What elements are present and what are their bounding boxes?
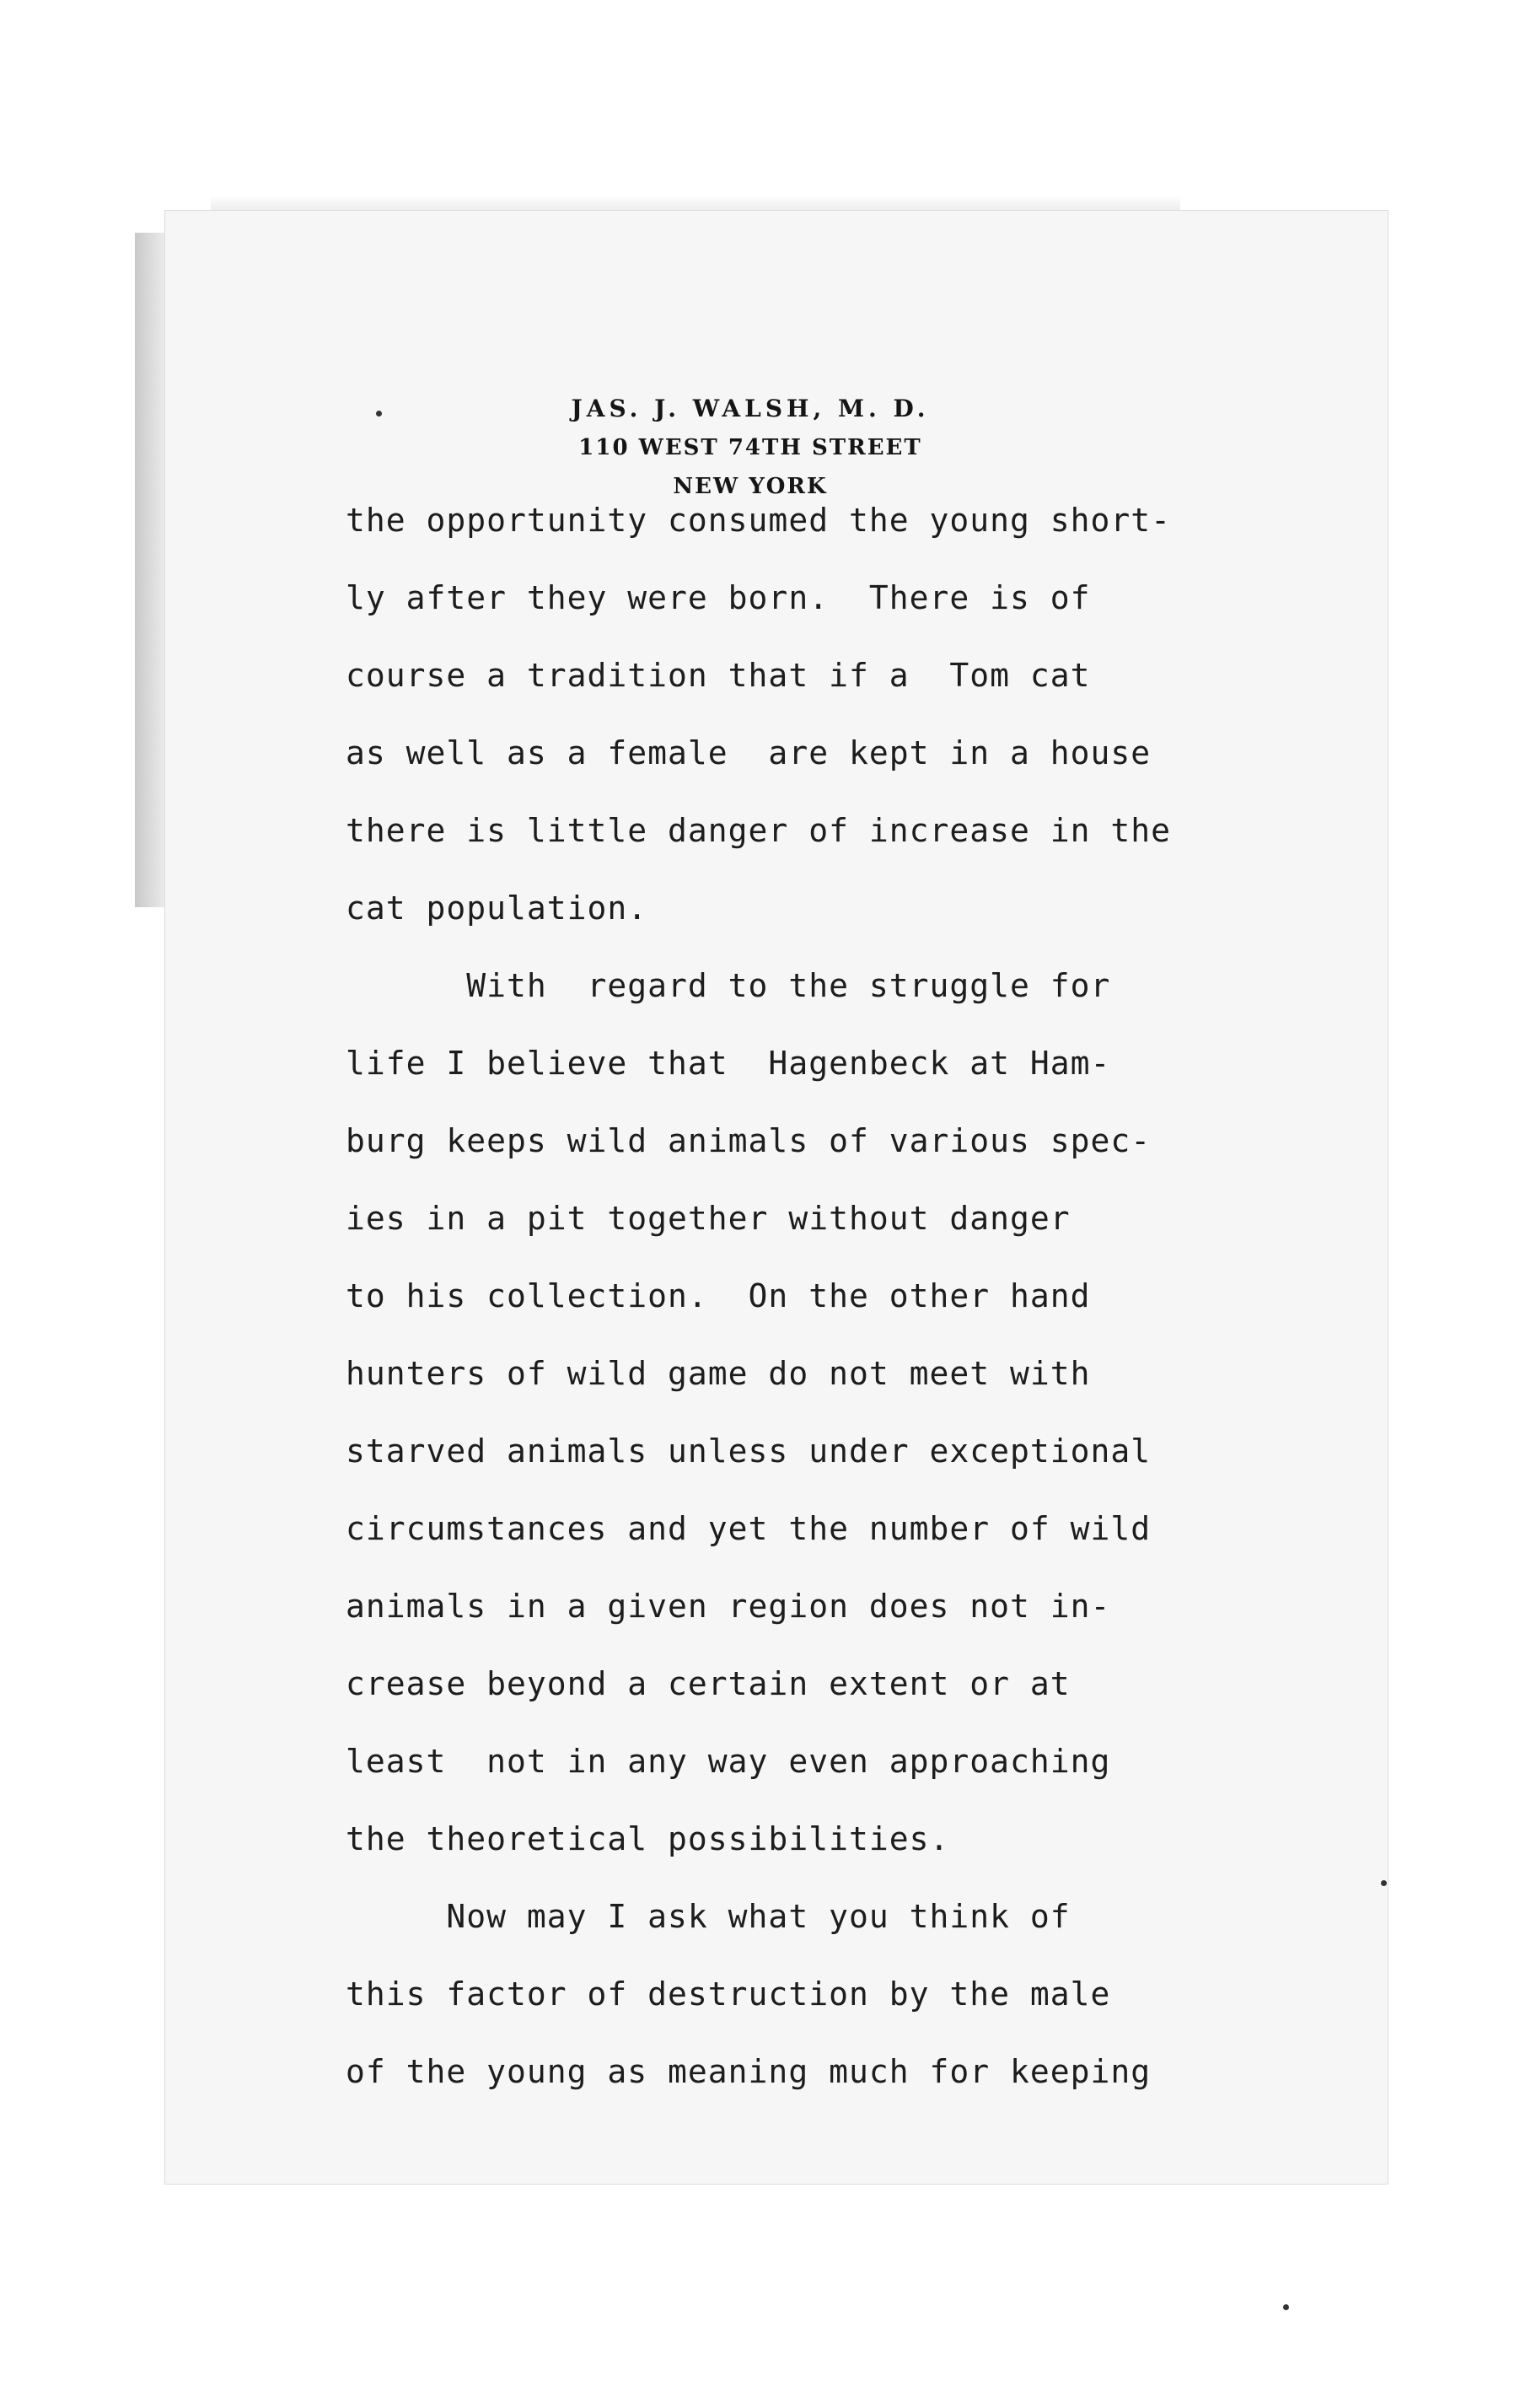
text-line: circumstances and yet the number of wild bbox=[346, 1510, 1152, 1547]
text-line: the opportunity consumed the young short- bbox=[346, 502, 1171, 539]
text-line: this factor of destruction by the male bbox=[346, 1975, 1111, 2013]
text-line: ies in a pit together without danger bbox=[346, 1200, 1071, 1237]
text-line: to his collection. On the other hand bbox=[346, 1277, 1091, 1314]
text-line: life I believe that Hagenbeck at Ham- bbox=[346, 1045, 1111, 1082]
text-line: as well as a female are kept in a house bbox=[346, 734, 1152, 771]
letterhead bbox=[455, 390, 1045, 506]
letterhead-name: JAS. J. WALSH, M. D. bbox=[571, 395, 930, 422]
text-line: hunters of wild game do not meet with bbox=[346, 1355, 1091, 1392]
text-line: cat population. bbox=[346, 890, 648, 927]
text-line: Now may I ask what you think of bbox=[346, 1898, 1071, 1935]
text-line: animals in a given region does not in- bbox=[346, 1588, 1111, 1625]
text-line: the theoretical possibilities. bbox=[346, 1820, 950, 1857]
ink-speck bbox=[1283, 2304, 1289, 2310]
text-line: course a tradition that if a Tom cat bbox=[346, 657, 1091, 694]
ink-speck bbox=[1381, 1880, 1387, 1886]
text-line: crease beyond a certain extent or at bbox=[346, 1665, 1071, 1702]
paper-left-edge-shadow bbox=[135, 233, 169, 907]
text-line: starved animals unless under exceptional bbox=[346, 1432, 1152, 1470]
letterhead-street: 110 WEST 74TH STREET bbox=[578, 435, 922, 460]
text-line: of the young as meaning much for keeping bbox=[346, 2053, 1152, 2090]
text-line: there is little danger of increase in the bbox=[346, 812, 1171, 849]
text-line: burg keeps wild animals of various spec- bbox=[346, 1122, 1152, 1159]
text-line: With regard to the struggle for bbox=[346, 967, 1111, 1004]
text-line: least not in any way even approaching bbox=[346, 1743, 1111, 1780]
ink-speck bbox=[376, 411, 382, 417]
text-line: ly after they were born. There is of bbox=[346, 579, 1091, 616]
letterhead-city: NEW YORK bbox=[673, 474, 828, 499]
